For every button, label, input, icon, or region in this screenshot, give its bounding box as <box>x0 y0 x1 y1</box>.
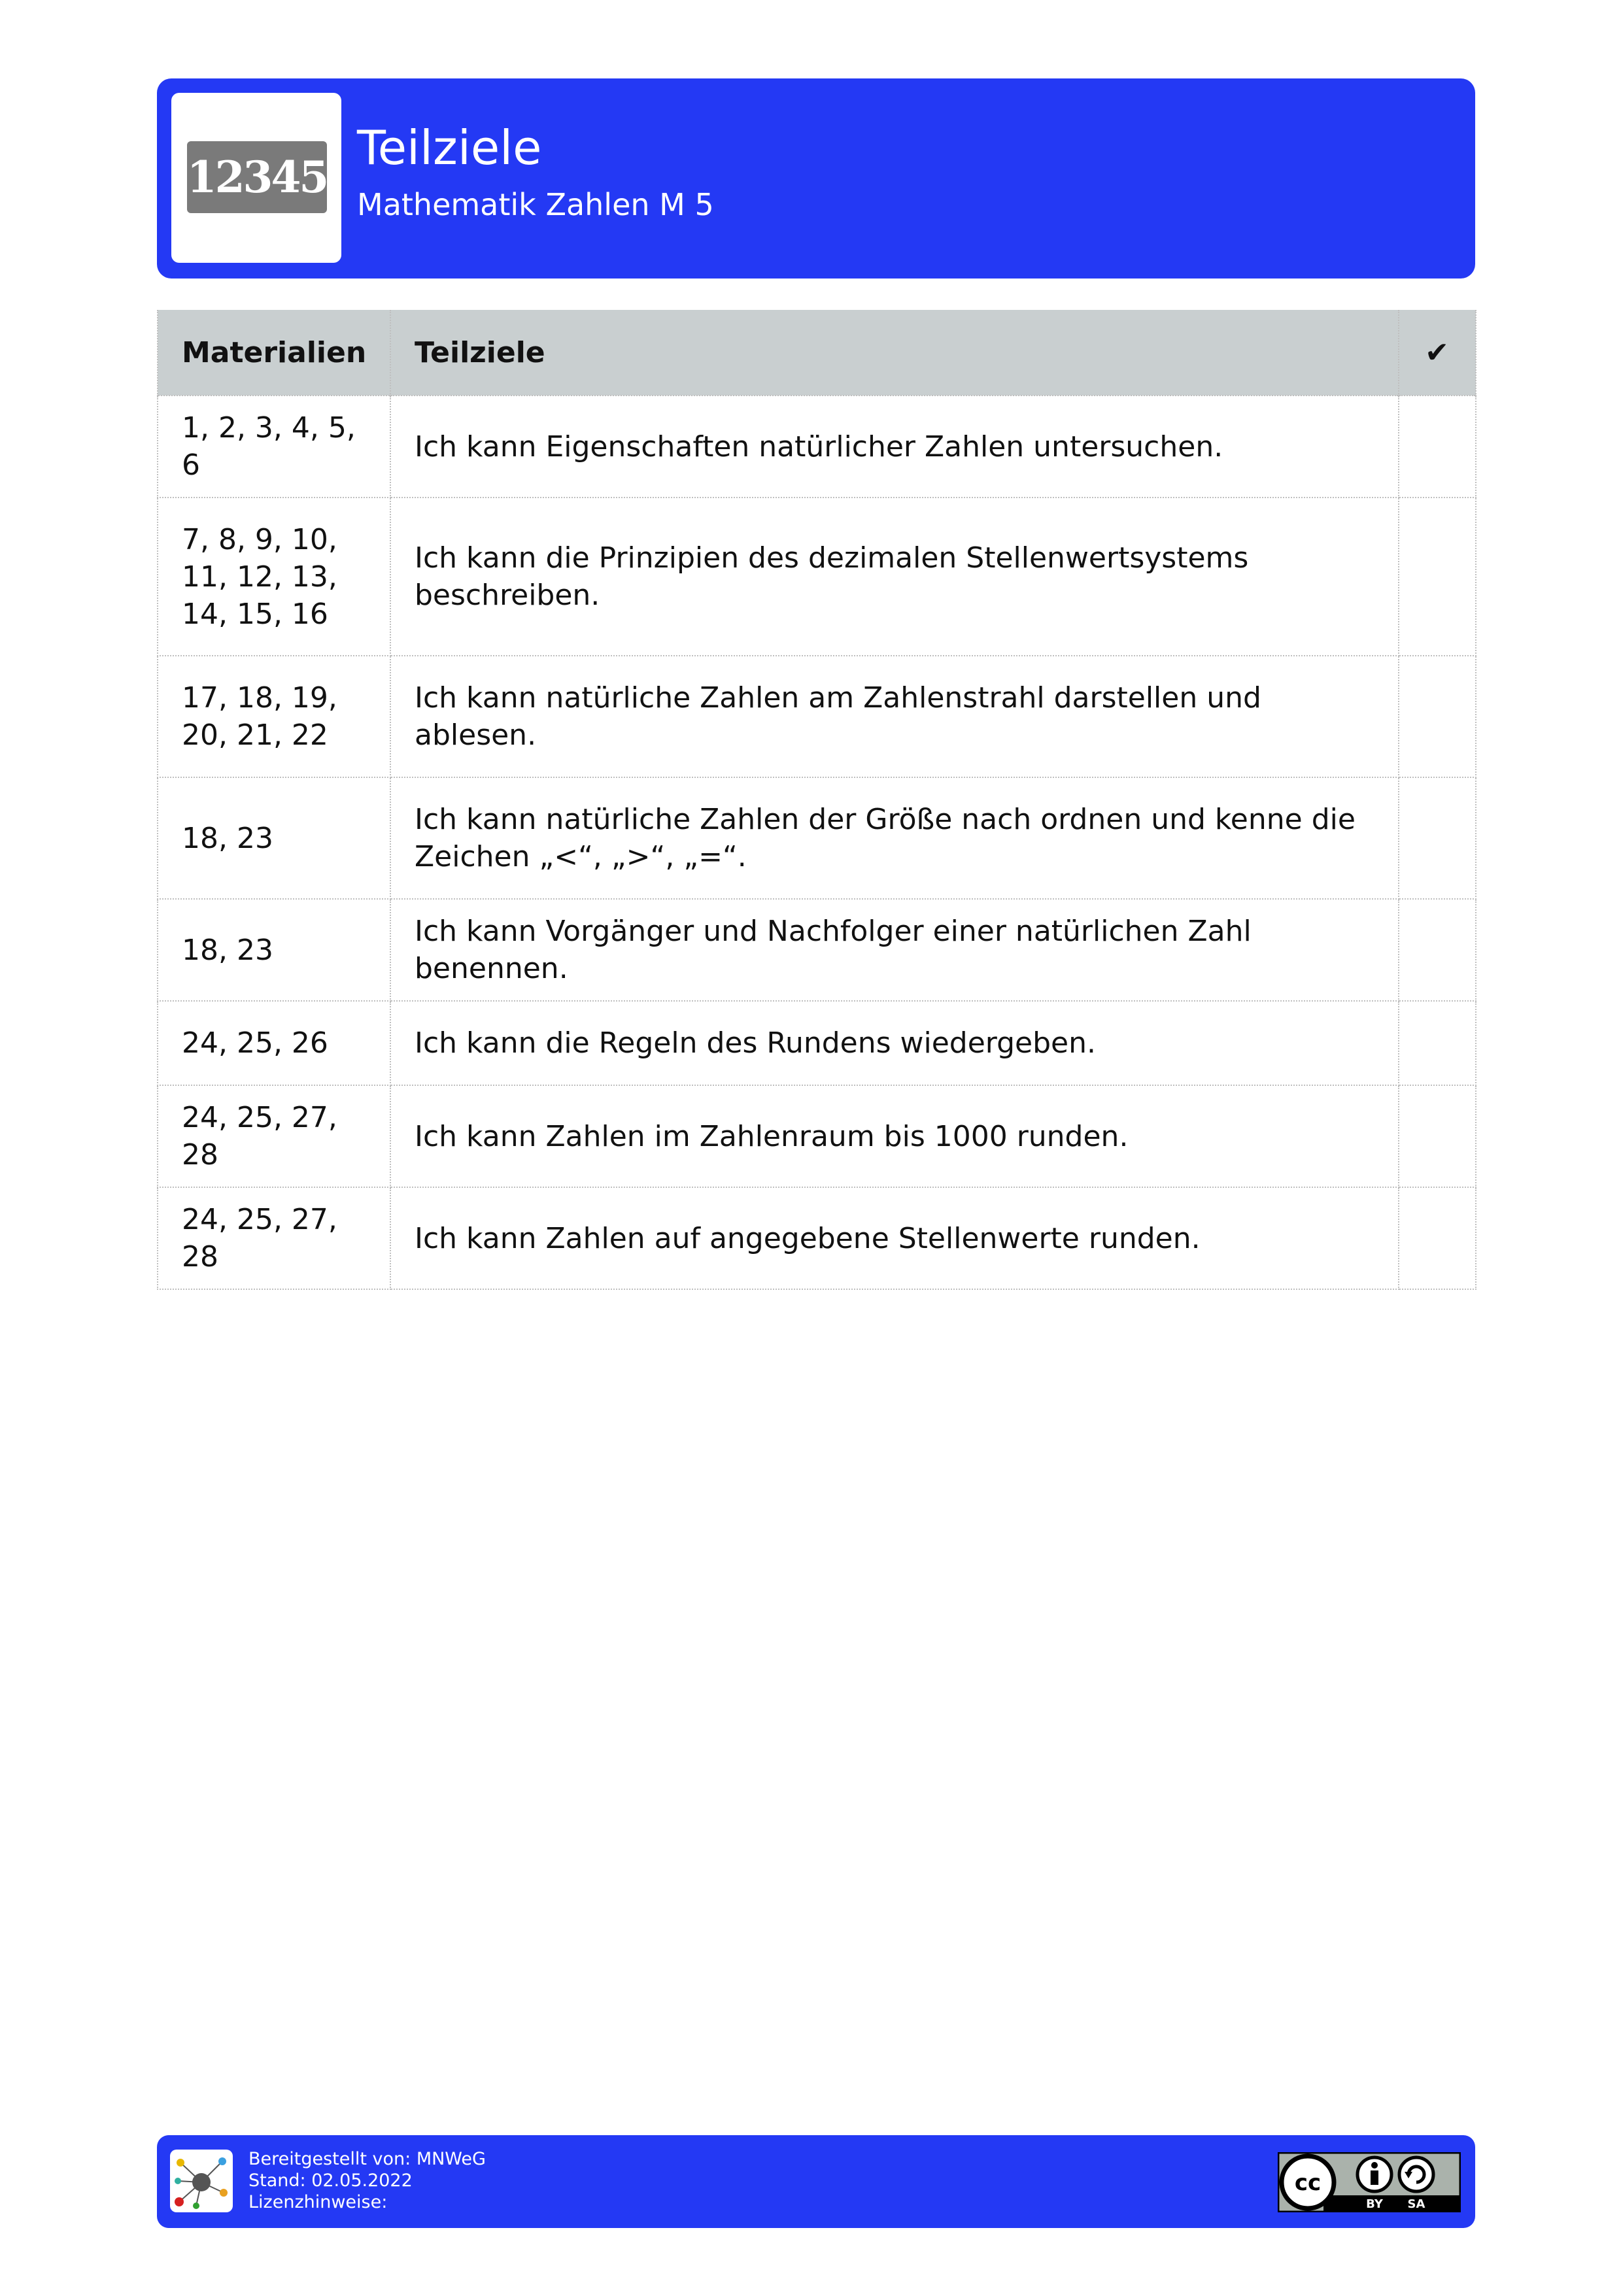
license-text: Lizenzhinweise: <box>248 2192 388 2212</box>
table-row <box>158 498 1476 656</box>
materials-cell: 24, 25, 27, 28 <box>158 1085 390 1187</box>
materials-cell: 24, 25, 26 <box>158 1001 390 1085</box>
check-cell[interactable] <box>1399 899 1476 1001</box>
goal-cell: Ich kann die Prinzipien des dezimalen Stellenwertsystems beschreiben. <box>390 498 1399 656</box>
goal-cell: Ich kann natürliche Zahlen am Zahlenstrahl darstellen und ablesen. <box>390 656 1399 777</box>
goal-cell: Ich kann die Regeln des Rundens wiedergeben. <box>390 1001 1399 1085</box>
materials-cell: 18, 23 <box>158 777 390 899</box>
date-text: Stand: 02.05.2022 <box>248 2170 413 2191</box>
check-cell[interactable] <box>1399 1085 1476 1187</box>
goal-cell: Ich kann Zahlen auf angegebene Stellenwerte runden. <box>390 1187 1399 1289</box>
materials-cell: 1, 2, 3, 4, 5, 6 <box>158 396 390 498</box>
logo-container <box>171 93 341 263</box>
footer-info <box>248 2148 486 2213</box>
page-header <box>157 78 1475 279</box>
check-cell[interactable] <box>1399 656 1476 777</box>
table-row <box>158 777 1476 899</box>
materials-cell: 18, 23 <box>158 899 390 1001</box>
goal-cell: Ich kann natürliche Zahlen der Größe nach ordnen und kenne die Zeichen „<“, „>“, „=“. <box>390 777 1399 899</box>
cc-by-sa-license-icon[interactable] <box>1278 2152 1461 2212</box>
table-row <box>158 1187 1476 1289</box>
table-row <box>158 1085 1476 1187</box>
check-cell[interactable] <box>1399 777 1476 899</box>
check-cell[interactable] <box>1399 498 1476 656</box>
cc-by-label: BY <box>1366 2197 1383 2211</box>
check-cell[interactable] <box>1399 1001 1476 1085</box>
page-title: Teilziele <box>357 120 542 175</box>
table-header-row <box>158 310 1476 396</box>
goal-cell: Ich kann Eigenschaften natürlicher Zahlen untersuchen. <box>390 396 1399 498</box>
goals-table <box>157 310 1476 1290</box>
goal-cell: Ich kann Zahlen im Zahlenraum bis 1000 runden. <box>390 1085 1399 1187</box>
cc-sa-label: SA <box>1407 2197 1425 2211</box>
goal-cell: Ich kann Vorgänger und Nachfolger einer natürlichen Zahl benennen. <box>390 899 1399 1001</box>
mnweg-logo <box>170 2150 233 2212</box>
network-logo-icon <box>170 2150 233 2212</box>
materials-cell: 17, 18, 19, 20, 21, 22 <box>158 656 390 777</box>
table-row <box>158 656 1476 777</box>
check-column-header: ✔ <box>1399 310 1476 396</box>
page-subtitle: Mathematik Zahlen M 5 <box>357 187 714 222</box>
materials-cell: 7, 8, 9, 10, 11, 12, 13, 14, 15, 16 <box>158 498 390 656</box>
numbers-logo: 12345 <box>187 141 327 213</box>
table-row <box>158 396 1476 498</box>
page-footer <box>157 2135 1475 2228</box>
goals-column-header: Teilziele <box>390 310 1399 396</box>
table-row <box>158 899 1476 1001</box>
materials-cell: 24, 25, 27, 28 <box>158 1187 390 1289</box>
table-row <box>158 1001 1476 1085</box>
check-cell[interactable] <box>1399 1187 1476 1289</box>
provided-by-text: Bereitgestellt von: MNWeG <box>248 2149 486 2169</box>
check-cell[interactable] <box>1399 396 1476 498</box>
materials-column-header: Materialien <box>158 310 390 396</box>
cc-label: cc <box>1294 2170 1322 2196</box>
